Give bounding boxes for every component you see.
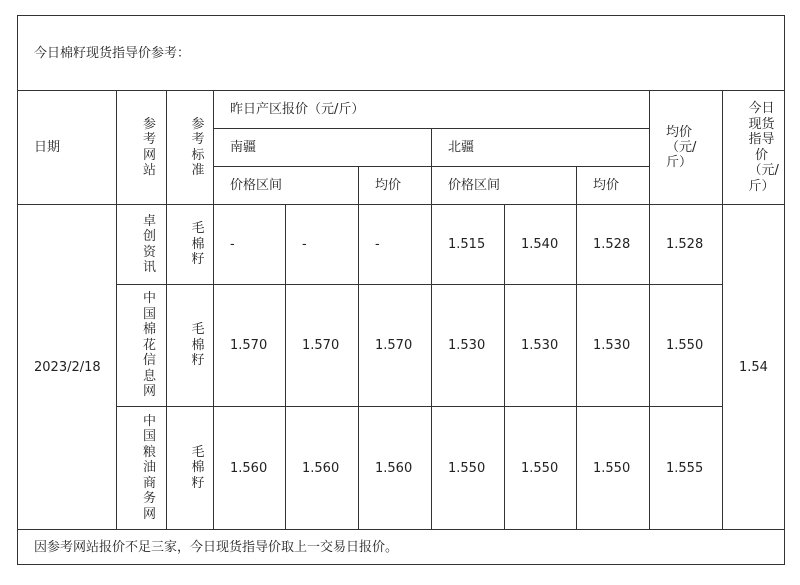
south-high-cell: 1.570 [286, 285, 359, 407]
table-row [18, 205, 785, 285]
header-date: 日期 [18, 91, 117, 205]
header-yesterday-quote: 昨日产区报价（元/斤） [214, 91, 650, 129]
footer-note: 因参考网站报价不足三家，今日现货指导价取上一交易日报价。 [18, 530, 785, 565]
north-low-cell: 1.515 [432, 205, 505, 285]
north-high-cell: 1.550 [505, 407, 577, 530]
north-high-cell: 1.540 [505, 205, 577, 285]
south-low-cell: 1.560 [214, 407, 286, 530]
north-low-cell: 1.530 [432, 285, 505, 407]
south-avg-cell: - [359, 205, 432, 285]
date-cell: 2023/2/18 [18, 205, 117, 530]
standard-cell: 毛棉籽 [167, 205, 214, 285]
header-north: 北疆 [432, 129, 650, 167]
header-overall-avg: 均价（元/斤） [650, 91, 723, 205]
header-standard: 参考标准 [167, 91, 214, 205]
avg-cell: 1.528 [650, 205, 723, 285]
south-high-cell: 1.560 [286, 407, 359, 530]
table-row [18, 407, 785, 530]
header-south-avg: 均价 [359, 167, 432, 205]
header-north-avg: 均价 [577, 167, 650, 205]
south-high-cell: - [286, 205, 359, 285]
site-cell: 中国棉花信息网 [117, 285, 167, 407]
header-north-range: 价格区间 [432, 167, 577, 205]
south-avg-cell: 1.560 [359, 407, 432, 530]
avg-cell: 1.555 [650, 407, 723, 530]
south-low-cell: 1.570 [214, 285, 286, 407]
north-avg-cell: 1.530 [577, 285, 650, 407]
north-avg-cell: 1.550 [577, 407, 650, 530]
site-cell: 中国粮油商务网 [117, 407, 167, 530]
north-low-cell: 1.550 [432, 407, 505, 530]
today-price-cell: 1.54 [723, 205, 785, 530]
north-high-cell: 1.530 [505, 285, 577, 407]
north-avg-cell: 1.528 [577, 205, 650, 285]
header-site: 参考网站 [117, 91, 167, 205]
price-table [17, 15, 785, 565]
site-cell: 卓创资讯 [117, 205, 167, 285]
page-title: 今日棉籽现货指导价参考： [18, 16, 785, 91]
avg-cell: 1.550 [650, 285, 723, 407]
header-south-range: 价格区间 [214, 167, 359, 205]
standard-cell: 毛棉籽 [167, 285, 214, 407]
south-low-cell: - [214, 205, 286, 285]
south-avg-cell: 1.570 [359, 285, 432, 407]
table-row [18, 285, 785, 407]
header-south: 南疆 [214, 129, 432, 167]
header-today-price: 今日现货指导价（元/斤） [723, 91, 785, 205]
standard-cell: 毛棉籽 [167, 407, 214, 530]
